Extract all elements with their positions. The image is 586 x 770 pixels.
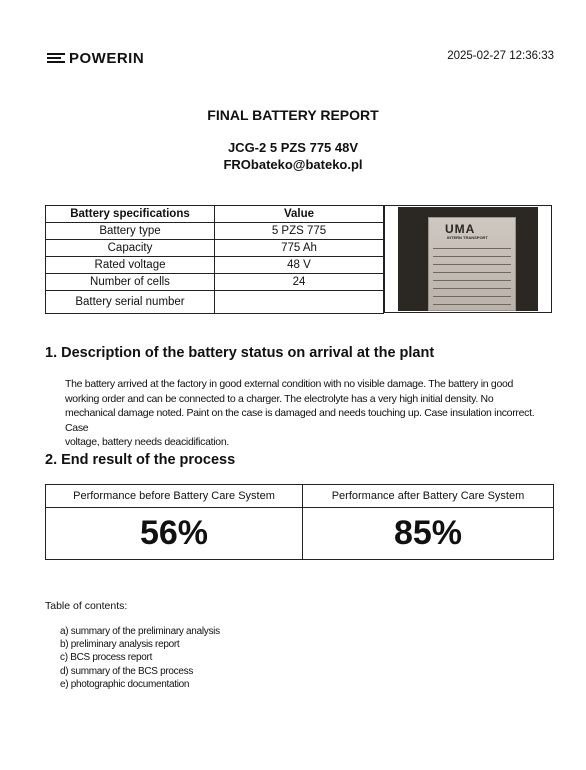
spec-value: 775 Ah (215, 240, 384, 257)
table-row (46, 291, 384, 314)
spec-value: 5 PZS 775 (215, 223, 384, 240)
description-line: working order and can be connected to a charger. The electrolyte has a very high initial density. No (65, 392, 494, 405)
table-row (46, 274, 384, 291)
section-2-title: End result of the process (61, 452, 236, 468)
contact-email: FRObateko@bateko.pl (223, 157, 363, 172)
status-description (65, 377, 545, 450)
section-1-title: Description of the battery status on arrival at the plant (61, 345, 435, 361)
nameplate (428, 217, 516, 311)
spec-label: Battery type (46, 223, 215, 240)
performance-result-table (45, 484, 554, 560)
performance-after-label: Performance after Battery Care System (303, 485, 554, 508)
brand-logo (47, 50, 144, 66)
section-1-heading (45, 345, 434, 361)
report-timestamp: 2025-02-27 12:36:33 (447, 50, 554, 62)
logo-stripes-icon (47, 52, 67, 64)
nameplate-brand: UMA (445, 222, 476, 236)
spec-header-value: Value (215, 206, 384, 223)
toc-item: b) preliminary analysis report (60, 639, 180, 651)
performance-before-value: 56% (46, 508, 303, 560)
battery-nameplate-photo (398, 207, 538, 311)
spec-label: Number of cells (46, 274, 215, 291)
battery-model: JCG-2 5 PZS 775 48V (227, 140, 359, 155)
toc-item: d) summary of the BCS process (60, 665, 194, 677)
nameplate-subtitle: INTERN TRANSPORT (447, 235, 488, 240)
table-row (46, 240, 384, 257)
table-header-row (46, 485, 554, 508)
spec-label: Battery serial number (46, 291, 215, 314)
section-2-heading (45, 452, 235, 468)
table-row (46, 223, 384, 240)
description-line: The battery arrived at the factory in good external condition with no visible damage. The battery in good (65, 378, 514, 390)
spec-value (215, 291, 384, 314)
toc-title: Table of contents: (45, 600, 128, 612)
toc-item: e) photographic documentation (60, 678, 190, 690)
description-line: voltage, battery needs deacidification. (65, 436, 229, 448)
performance-after-value: 85% (303, 508, 554, 560)
section-2-number: 2. (45, 452, 58, 468)
table-row (46, 508, 554, 560)
performance-before-label: Performance before Battery Care System (46, 485, 303, 508)
battery-spec-table (45, 205, 384, 314)
report-title: FINAL BATTERY REPORT (207, 107, 379, 123)
spec-value: 24 (215, 274, 384, 291)
description-line: mechanical damage noted. Paint on the case is damaged and needs touching up. Case insulation incorrect. Case (65, 407, 535, 434)
section-1-number: 1. (45, 345, 58, 361)
spec-label: Rated voltage (46, 257, 215, 274)
table-header-row (46, 206, 384, 223)
table-row (46, 257, 384, 274)
table-of-contents (60, 625, 220, 691)
toc-item: a) summary of the preliminary analysis (60, 626, 220, 637)
spec-label: Capacity (46, 240, 215, 257)
toc-item: c) BCS process report (60, 652, 153, 664)
spec-header-label: Battery specifications (46, 206, 215, 223)
spec-value: 48 V (215, 257, 384, 274)
brand-name: POWERIN (69, 49, 145, 67)
